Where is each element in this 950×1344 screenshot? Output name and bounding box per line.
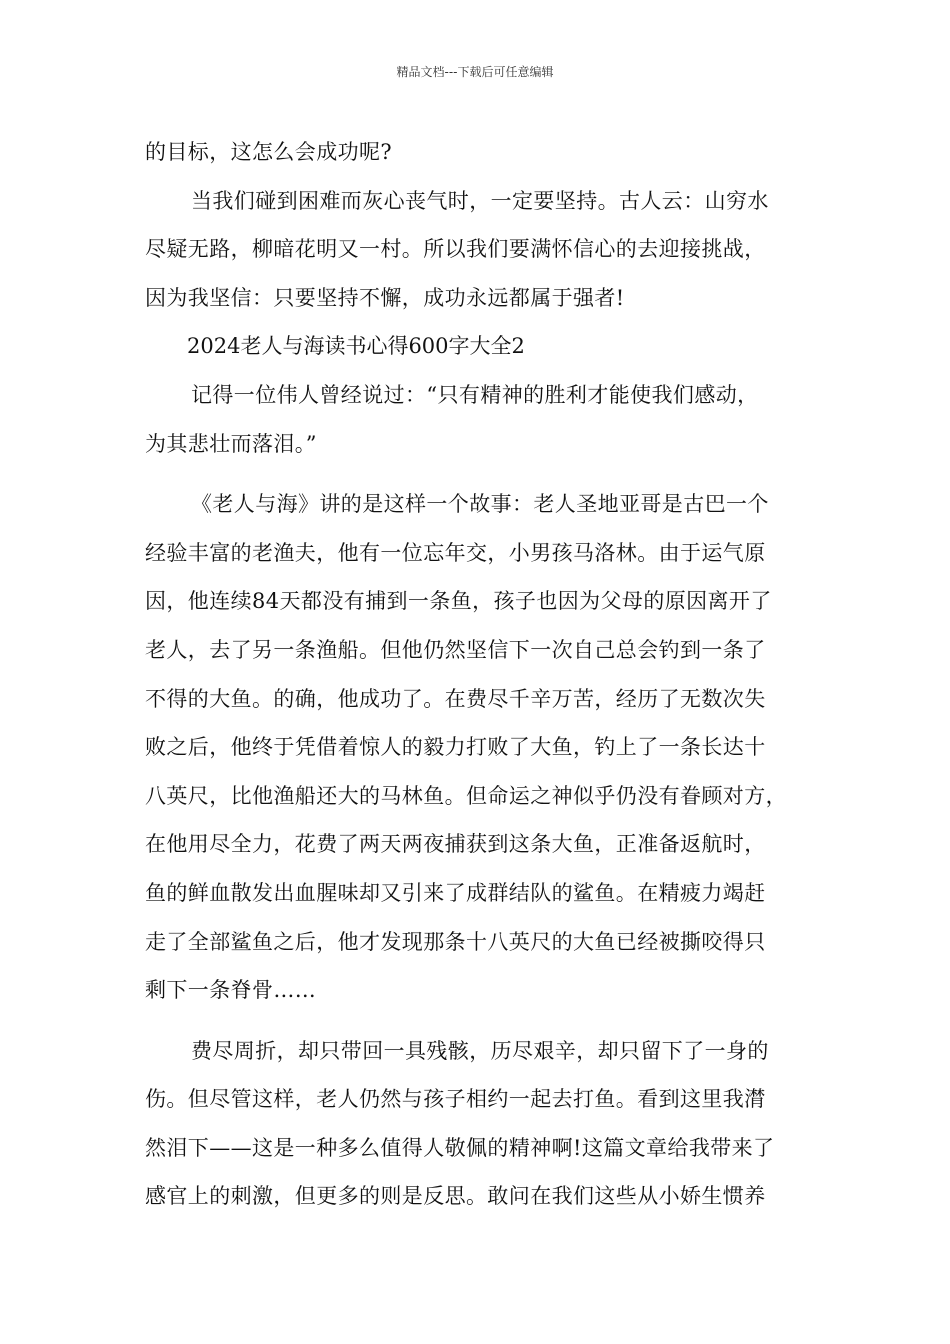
paragraph-persistence [145, 177, 820, 323]
text-line: 为其悲壮而落泪。” [145, 431, 317, 456]
paragraph-gap [145, 468, 820, 480]
text-line: 鱼的鲜血散发出血腥味却又引来了成群结队的鲨鱼。在精疲力竭赶 [145, 880, 766, 905]
text-line: 费尽周折，却只带回一具残骸，历尽艰辛，却只留下了一身的 [191, 1038, 769, 1063]
paragraph-gap [145, 1015, 820, 1027]
text-line: 在他用尽全力，花费了两天两夜捕获到这条大鱼，正准备返航时， [145, 832, 766, 857]
text-line: 老人，去了另一条渔船。但他仍然坚信下一次自己总会钓到一条了 [145, 637, 766, 662]
text-line: 伤。但尽管这样，老人仍然与孩子相约一起去打鱼。看到这里我潸 [145, 1087, 766, 1112]
text-line: 败之后，他终于凭借着惊人的毅力打败了大鱼，钓上了一条长达十 [145, 735, 766, 760]
text-line: 八英尺，比他渔船还大的马林鱼。但命运之神似乎仍没有眷顾对方， [145, 783, 787, 808]
text-line: 当我们碰到困难而灰心丧气时，一定要坚持。古人云：山穷水 [191, 188, 769, 213]
paragraph-reflection [145, 1027, 820, 1221]
text-line: 感官上的刺激，但更多的则是反思。敢问在我们这些从小娇生惯养 [145, 1184, 766, 1209]
text-line: 走了全部鲨鱼之后，他才发现那条十八英尺的大鱼已经被撕咬得只 [145, 929, 766, 954]
section-heading [145, 322, 820, 371]
text-line: 因为我坚信：只要坚持不懈，成功永远都属于强者! [145, 285, 625, 310]
text-line: 因，他连续84天都没有捕到一条鱼，孩子也因为父母的原因离开了 [145, 589, 772, 614]
text-line: 然泪下——这是一种多么值得人敬佩的精神啊!这篇文章给我带来了 [145, 1135, 775, 1160]
text-line: 《老人与海》讲的是这样一个故事：老人圣地亚哥是古巴一个 [191, 492, 769, 517]
paragraph-continuation [145, 128, 820, 177]
document-body [145, 128, 820, 1221]
text-line: 尽疑无路，柳暗花明又一村。所以我们要满怀信心的去迎接挑战， [145, 237, 766, 262]
text-line: 不得的大鱼。的确，他成功了。在费尽千辛万苦，经历了无数次失 [145, 686, 766, 711]
paragraph-quote [145, 371, 820, 468]
text-line: 的目标，这怎么会成功呢? [145, 140, 393, 164]
section-heading-text: 2024老人与海读书心得600字大全2 [187, 334, 525, 359]
text-line: 剩下一条脊骨…… [145, 978, 317, 1003]
paragraph-story [145, 480, 820, 1015]
text-line: 经验丰富的老渔夫，他有一位忘年交，小男孩马洛林。由于运气原 [145, 540, 766, 565]
text-line: 记得一位伟人曾经说过：“只有精神的胜利才能使我们感动， [191, 382, 759, 407]
page-header: 精品文档---下载后可任意编辑 [396, 65, 554, 79]
